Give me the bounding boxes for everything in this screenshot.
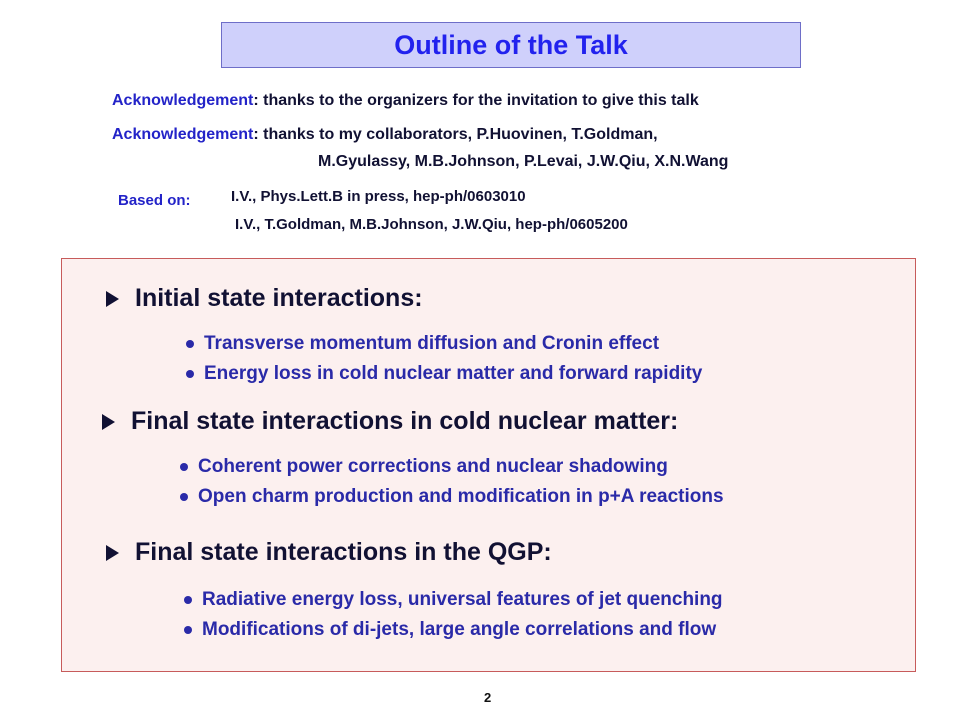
section-heading-cold-nuclear-matter <box>102 407 678 436</box>
slide-title: Outline of the Talk <box>394 29 628 60</box>
bullet-item <box>184 589 723 611</box>
section-heading-initial-state <box>106 284 423 313</box>
acknowledgement-2 <box>112 126 658 144</box>
acknowledgement-1 <box>112 92 699 110</box>
acknowledgement-label: Acknowledgement <box>112 126 254 143</box>
bullet-text: Modifications of di-jets, large angle correlations and flow <box>202 619 717 640</box>
bullet-item <box>184 619 716 641</box>
bullet-item <box>186 333 659 355</box>
dot-bullet-icon <box>180 493 188 501</box>
acknowledgement-text: : thanks to my collaborators, P.Huovinen, T.Goldman, <box>253 126 658 143</box>
acknowledgement-text: : thanks to the organizers for the invitation to give this talk <box>253 92 699 109</box>
acknowledgement-label: Acknowledgement <box>112 92 254 109</box>
bullet-text: Radiative energy loss, universal features of jet quenching <box>202 589 723 610</box>
dot-bullet-icon <box>180 463 188 471</box>
acknowledgement-2-continuation: M.Gyulassy, M.B.Johnson, P.Levai, J.W.Qiu, X.N.Wang <box>318 153 729 170</box>
bullet-item <box>180 456 668 478</box>
bullet-text: Transverse momentum diffusion and Cronin effect <box>204 333 660 354</box>
triangle-bullet-icon <box>106 291 119 307</box>
bullet-text: Coherent power corrections and nuclear shadowing <box>198 456 668 477</box>
based-on-label: Based on: <box>118 192 191 209</box>
page-number: 2 <box>484 690 492 705</box>
section-heading-text: Initial state interactions: <box>135 284 423 312</box>
dot-bullet-icon <box>184 596 192 604</box>
triangle-bullet-icon <box>106 545 119 561</box>
title-box <box>221 22 801 68</box>
bullet-item <box>186 363 702 385</box>
dot-bullet-icon <box>184 626 192 634</box>
reference-2: I.V., T.Goldman, M.B.Johnson, J.W.Qiu, hep-ph/0605200 <box>235 216 628 233</box>
section-heading-text: Final state interactions in the QGP: <box>135 538 552 566</box>
dot-bullet-icon <box>186 340 194 348</box>
bullet-text: Open charm production and modification in p+A reactions <box>198 486 724 507</box>
triangle-bullet-icon <box>102 414 115 430</box>
bullet-item <box>180 486 724 508</box>
section-heading-text: Final state interactions in cold nuclear matter: <box>131 407 679 435</box>
reference-1: I.V., Phys.Lett.B in press, hep-ph/0603010 <box>231 188 526 205</box>
dot-bullet-icon <box>186 370 194 378</box>
section-heading-qgp <box>106 538 552 567</box>
bullet-text: Energy loss in cold nuclear matter and forward rapidity <box>204 363 703 384</box>
